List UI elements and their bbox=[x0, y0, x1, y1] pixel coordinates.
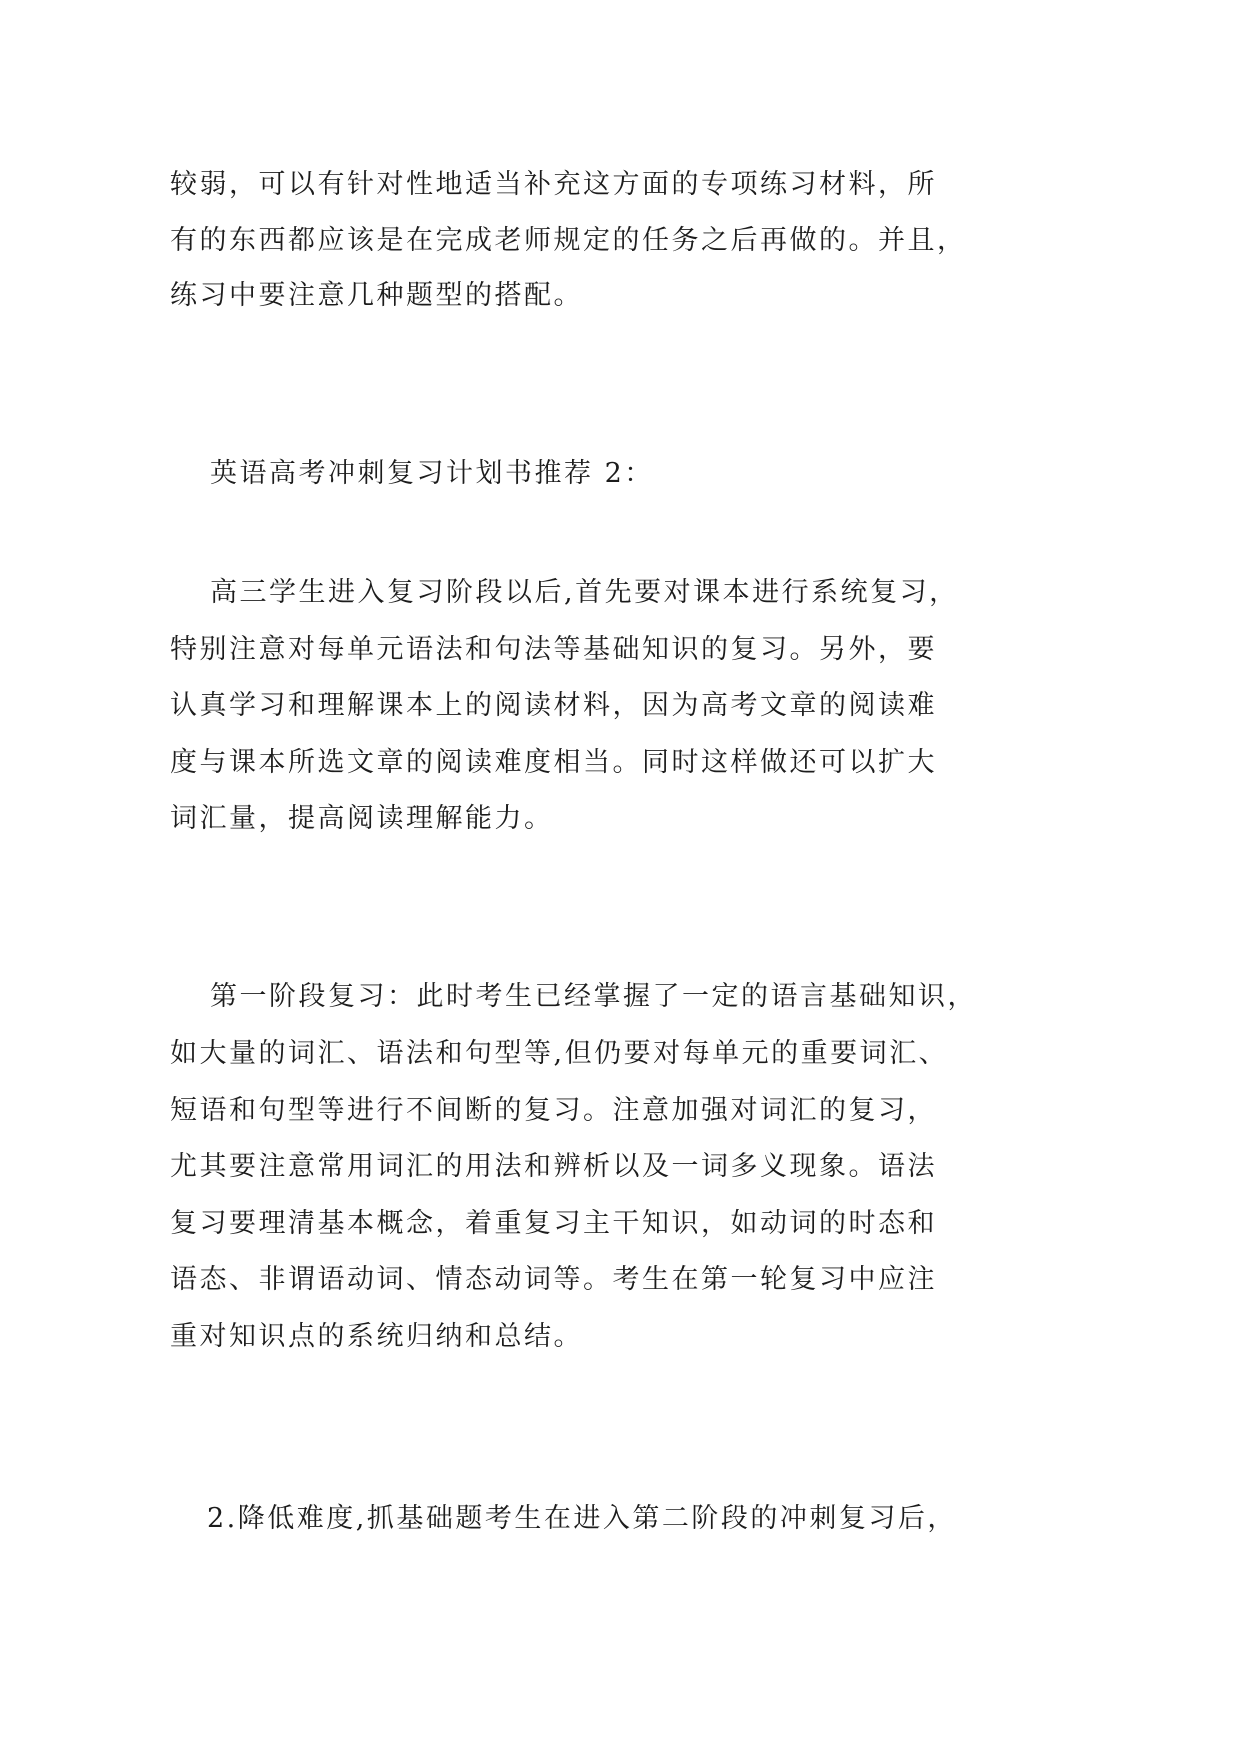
paragraph-line: 尤其要注意常用词汇的用法和辨析以及一词多义现象。语法 bbox=[170, 1151, 937, 1182]
paragraph-line: 有的东西都应该是在完成老师规定的任务之后再做的。并且， bbox=[170, 225, 967, 256]
paragraph-line: 第一阶段复习：此时考生已经掌握了一定的语言基础知识， bbox=[210, 981, 977, 1012]
paragraph-line: 重对知识点的系统归纳和总结。 bbox=[170, 1321, 583, 1352]
paragraph-line: 短语和句型等进行不间断的复习。注意加强对词汇的复习， bbox=[170, 1095, 937, 1126]
paragraph-line: 语态、非谓语动词、情态动词等。考生在第一轮复习中应注 bbox=[170, 1264, 937, 1295]
paragraph-line: 如大量的词汇、语法和句型等,但仍要对每单元的重要词汇、 bbox=[170, 1038, 949, 1069]
paragraph-line: 特别注意对每单元语法和句法等基础知识的复习。另外，要 bbox=[170, 634, 937, 665]
paragraph-line: 高三学生进入复习阶段以后,首先要对课本进行系统复习， bbox=[210, 577, 959, 608]
paragraph-line: 2.降低难度,抓基础题考生在进入第二阶段的冲刺复习后， bbox=[207, 1503, 957, 1534]
paragraph-line: 较弱，可以有针对性地适当补充这方面的专项练习材料，所 bbox=[170, 169, 937, 200]
paragraph-line: 度与课本所选文章的阅读难度相当。同时这样做还可以扩大 bbox=[170, 747, 937, 778]
paragraph-line: 认真学习和理解课本上的阅读材料，因为高考文章的阅读难 bbox=[170, 690, 937, 721]
paragraph-line: 练习中要注意几种题型的搭配。 bbox=[170, 280, 583, 311]
paragraph-line: 复习要理清基本概念，着重复习主干知识，如动词的时态和 bbox=[170, 1208, 937, 1239]
section-heading-text: 英语高考冲刺复习计划书推荐 2： bbox=[210, 458, 654, 489]
paragraph-line: 词汇量，提高阅读理解能力。 bbox=[170, 803, 554, 834]
